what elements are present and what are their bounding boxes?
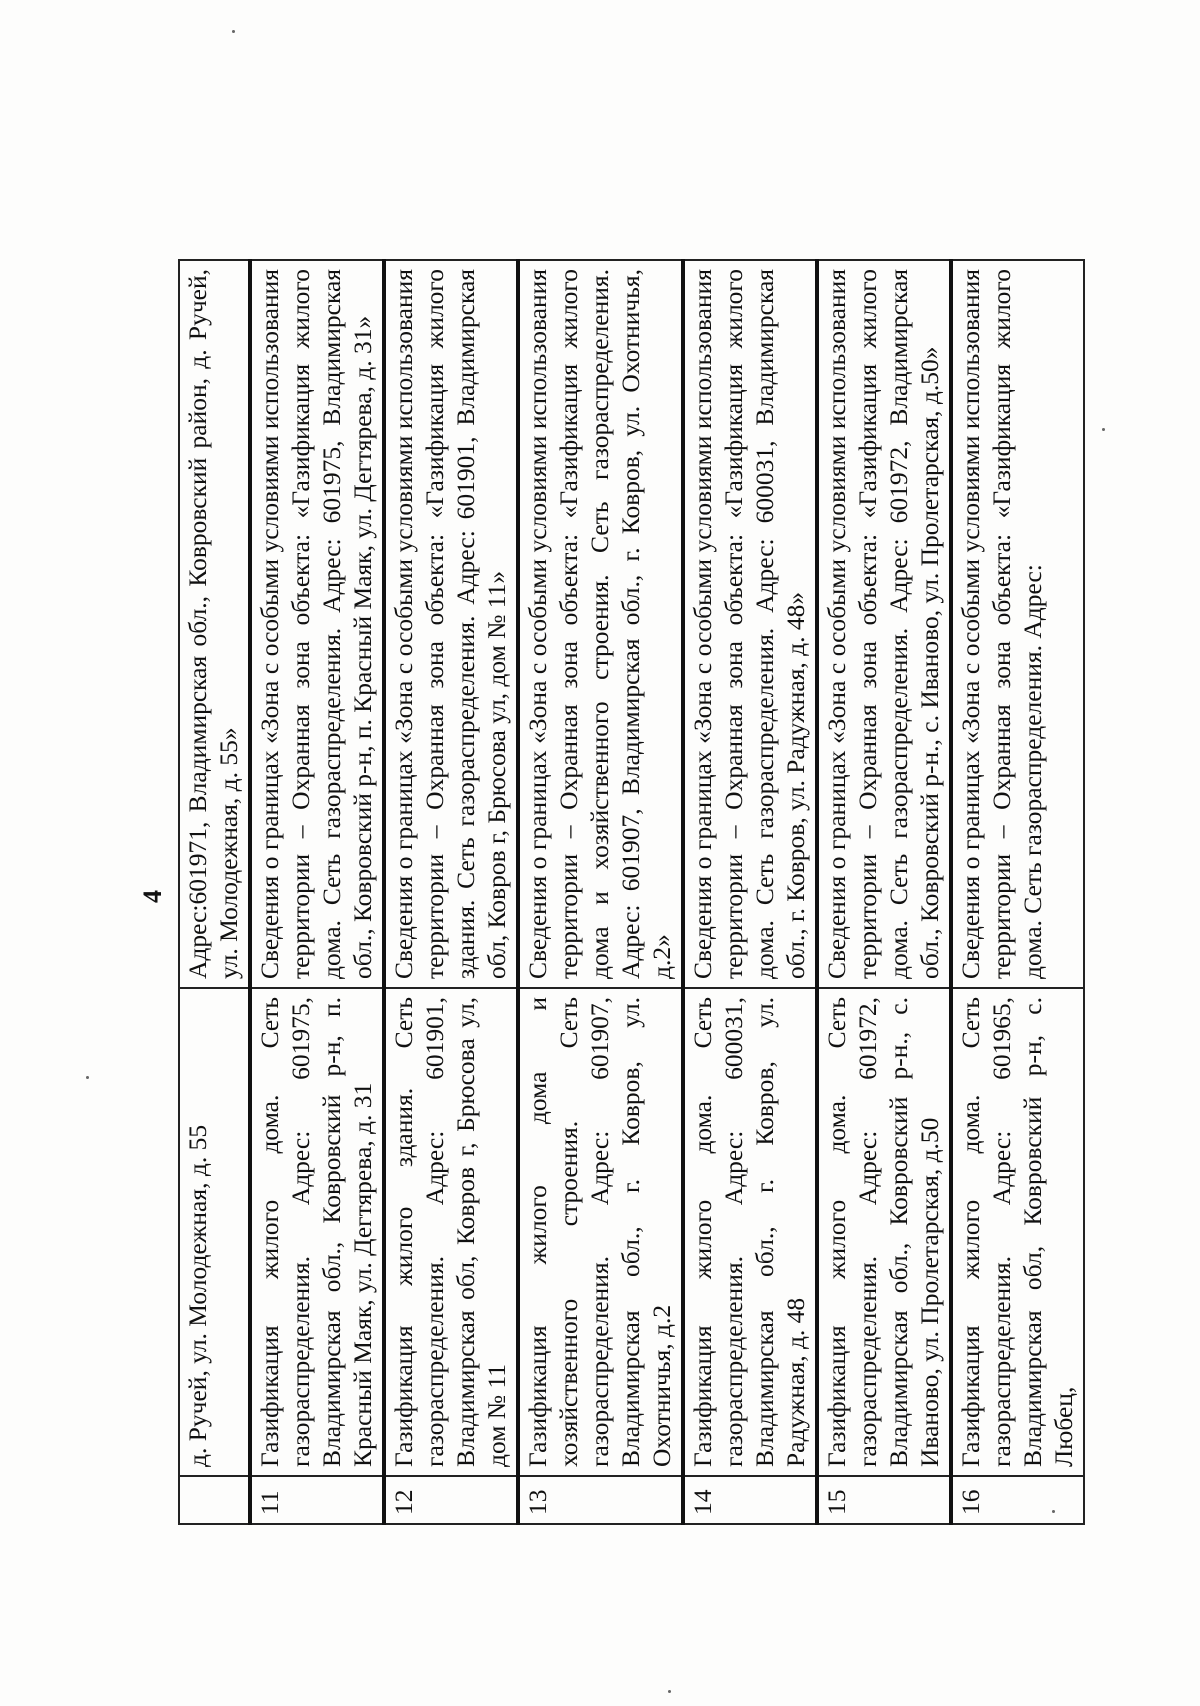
zone-info: Сведения о границах «Зона с особыми условиями использования территории – Охранная зона объекта: «Газификация жилого дома и хозяйственного строения. Сеть газораспределения. Адрес: 601907, Владимирская обл., г. Ковров, ул. Охотничья, д.2» — [518, 260, 683, 988]
table-row — [250, 260, 384, 1524]
page-number: 4 — [138, 890, 167, 903]
row-number — [179, 1476, 250, 1524]
scan-speck — [668, 1690, 671, 1693]
row-number: 12 — [384, 1476, 518, 1524]
zone-info: Сведения о границах «Зона с особыми условиями использования территории – Охранная зона объекта: «Газификация жилого дома. Сеть газораспределения. Адрес: 601972, Владимирская обл., Ковровский р-н., с. Иваново, ул. Пролетарская, д.50» — [817, 260, 951, 988]
row-number: 13 — [518, 1476, 683, 1524]
rotated-content — [130, 261, 1078, 1525]
object-name: Газификация жилого дома и хозяйственного строения. Сеть газораспределения. Адрес: 601907, Владимирская обл., г. Ковров, ул. Охотничья, д.2 — [518, 988, 683, 1476]
table-row — [384, 260, 518, 1524]
zone-info: Сведения о границах «Зона с особыми условиями использования территории – Охранная зона объекта: «Газификация жилого дома. Сеть газораспределения. Адрес: — [951, 260, 1084, 988]
object-name: Газификация жилого дома. Сеть газораспределения. Адрес: 601965, Владимирская обл, Ковровский р-н, с. Любец, — [951, 988, 1084, 1476]
scan-speck — [86, 1076, 89, 1079]
scan-speck — [1102, 428, 1105, 431]
table-row — [518, 260, 683, 1524]
object-name: Газификация жилого дома. Сеть газораспределения. Адрес: 601972, Владимирская обл., Ковровский р-н., с. Иваново, ул. Пролетарская, д.50 — [817, 988, 951, 1476]
object-name: д. Ручей, ул. Молодежная, д. 55 — [179, 988, 250, 1476]
register-table — [178, 259, 1085, 1525]
table-row — [179, 260, 250, 1524]
table-row — [683, 260, 817, 1524]
scan-speck — [232, 30, 235, 33]
zone-info: Сведения о границах «Зона с особыми условиями использования территории – Охранная зона объекта: «Газификация жилого здания. Сеть газораспределения. Адрес: 601901, Владимирская обл, Ковров г, Брюсова ул, дом № 11» — [384, 260, 518, 988]
object-name: Газификация жилого дома. Сеть газораспределения. Адрес: 600031, Владимирская обл., г. Ковров, ул. Радужная, д. 48 — [683, 988, 817, 1476]
row-number: 15 — [817, 1476, 951, 1524]
zone-info: Сведения о границах «Зона с особыми условиями использования территории – Охранная зона объекта: «Газификация жилого дома. Сеть газораспределения. Адрес: 600031, Владимирская обл., г. Ковров, ул. Радужная, д. 48» — [683, 260, 817, 988]
table-row — [951, 260, 1084, 1524]
row-number: 11 — [250, 1476, 384, 1524]
table-row — [817, 260, 951, 1524]
object-name: Газификация жилого дома. Сеть газораспределения. Адрес: 601975, Владимирская обл., Ковровский р-н, п. Красный Маяк, ул. Дегтярева, д. 31 — [250, 988, 384, 1476]
object-name: Газификация жилого здания. Сеть газораспределения. Адрес: 601901, Владимирская обл, Ковров г, Брюсова ул, дом № 11 — [384, 988, 518, 1476]
row-number: 14 — [683, 1476, 817, 1524]
row-number: 16 — [951, 1476, 1084, 1524]
zone-info: Сведения о границах «Зона с особыми условиями использования территории – Охранная зона объекта: «Газификация жилого дома. Сеть газораспределения. Адрес: 601975, Владимирская обл., Ковровский р-н, п. Красный Маяк, ул. Дегтярева, д. 31» — [250, 260, 384, 988]
zone-info: Адрес:601971, Владимирская обл., Ковровский район, д. Ручей, ул. Молодежная, д. 55» — [179, 260, 250, 988]
